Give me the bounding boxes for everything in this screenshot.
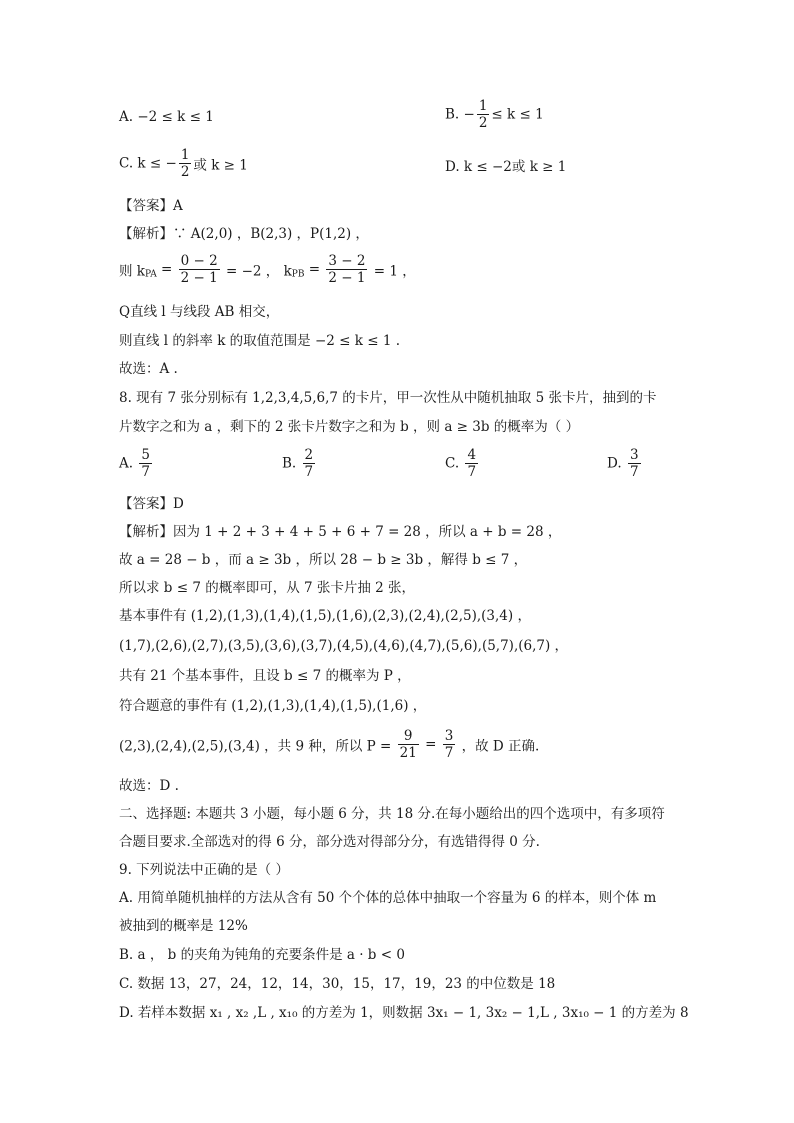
fraction-numerator: 3 <box>444 728 454 744</box>
q9-stem: 9. 下列说法中正确的是（ ） <box>119 862 289 878</box>
q7-analysis-line2 <box>119 253 416 286</box>
fraction-numerator: 5 <box>141 447 150 463</box>
text: = 1 ， <box>369 263 416 280</box>
q7-option-c-fraction <box>179 147 192 180</box>
text: = <box>420 736 441 753</box>
q8-option-d-fraction <box>628 447 641 480</box>
q7-option-c-suffix: 或 k ≥ 1 <box>193 157 248 174</box>
text: 则 k <box>119 263 145 280</box>
q7-option-b-fraction <box>477 98 490 131</box>
q8-analysis-line1: 【解析】因为 1 + 2 + 3 + 4 + 5 + 6 + 7 = 28 ，所以 a + b = 28 ， <box>119 524 562 540</box>
text: = <box>156 261 177 278</box>
section2-instructions-line1: 二、选择题: 本题共 3 小题，每小题 6 分，共 18 分.在每小题给出的四个选项中，有多项符 <box>119 806 665 822</box>
q7-fraction-2 <box>326 253 367 286</box>
q8-stem-line2: 片数字之和为 a ，剩下的 2 张卡片数字之和为 b ，则 a ≥ 3b 的概率为（ ） <box>119 419 580 435</box>
q8-option-d <box>607 447 643 480</box>
q7-conclusion: 故选：A . <box>119 361 178 377</box>
q8-option-a <box>119 447 154 480</box>
q7-option-b-suffix: ≤ k ≤ 1 <box>491 106 544 123</box>
q7-option-b-prefix: B. − <box>445 106 475 123</box>
q8-option-a-fraction <box>139 447 152 480</box>
option-label: D. <box>607 455 622 472</box>
q7-fraction-1 <box>179 253 220 286</box>
text: = −2 ， k <box>221 263 292 280</box>
q7-option-b <box>445 98 544 131</box>
subscript: PB <box>291 269 305 280</box>
q8-option-c <box>445 447 480 480</box>
q8-analysis-line6: 共有 21 个基本事件，且设 b ≤ 7 的概率为 P ， <box>119 668 411 684</box>
text: ，故 D 正确. <box>457 738 540 755</box>
fraction-denominator: 2 <box>180 164 190 180</box>
fraction-denominator: 7 <box>467 464 477 480</box>
fraction-denominator: 2 − 1 <box>328 270 366 286</box>
option-label: B. <box>282 455 297 472</box>
fraction-denominator: 2 <box>478 115 488 131</box>
q8-conclusion: 故选：D . <box>119 778 179 794</box>
q7-option-a: A. −2 ≤ k ≤ 1 <box>119 109 214 125</box>
q9-option-a-line2: 被抽到的概率是 12% <box>119 918 248 934</box>
section2-instructions-line2: 合题目要求.全部选对的得 6 分，部分选对得部分分，有选错得得 0 分. <box>119 834 540 850</box>
fraction-denominator: 7 <box>629 464 639 480</box>
fraction-numerator: 0 − 2 <box>180 253 218 269</box>
fraction-denominator: 2 − 1 <box>180 270 218 286</box>
fraction-numerator: 3 <box>629 447 639 463</box>
option-label: A. <box>119 455 134 472</box>
q8-fraction-1 <box>398 728 419 761</box>
q8-analysis-line7: 符合题意的事件有 (1,2),(1,3),(1,4),(1,5),(1,6) ， <box>119 698 427 714</box>
q7-option-c <box>119 147 248 180</box>
subscript: PA <box>144 269 157 280</box>
q7-analysis-line4: 则直线 l 的斜率 k 的取值范围是 −2 ≤ k ≤ 1 . <box>119 333 400 349</box>
q8-analysis-line5: (1,7),(2,6),(2,7),(3,5),(3,6),(3,7),(4,5),(4,6),(4,7),(5,6),(5,7),(6,7) ， <box>119 638 569 654</box>
fraction-numerator: 2 <box>304 447 314 463</box>
q9-option-c: C. 数据 13，27，24，12，14，30，15，17，19，23 的中位数是 18 <box>119 976 556 992</box>
q7-option-d: D. k ≤ −2或 k ≥ 1 <box>445 159 567 175</box>
q8-fraction-2 <box>443 728 456 761</box>
fraction-numerator: 4 <box>467 447 477 463</box>
q8-answer: 【答案】D <box>119 496 184 512</box>
q8-option-b <box>282 447 317 480</box>
q8-analysis-line8 <box>119 728 539 761</box>
fraction-denominator: 21 <box>399 745 417 761</box>
q7-analysis-line3: Q直线 l 与线段 AB 相交， <box>119 304 280 320</box>
fraction-denominator: 7 <box>304 464 314 480</box>
q8-analysis-line2: 故 a = 28 − b ，而 a ≥ 3b ，所以 28 − b ≥ 3b ，解得 b ≤ 7 ， <box>119 552 528 568</box>
fraction-numerator: 1 <box>478 98 488 114</box>
text: = <box>304 261 325 278</box>
option-label: C. <box>445 455 460 472</box>
fraction-denominator: 7 <box>141 464 150 480</box>
fraction-numerator: 1 <box>180 147 190 163</box>
fraction-numerator: 9 <box>398 728 419 745</box>
q7-answer: 【答案】A <box>119 198 183 214</box>
q8-option-b-fraction <box>303 447 316 480</box>
q8-analysis-line4: 基本事件有 (1,2),(1,3),(1,4),(1,5),(1,6),(2,3),(2,4),(2,5),(3,4) ， <box>119 608 531 624</box>
q9-option-b: B. a ， b 的夹角为钝角的充要条件是 a · b < 0 <box>119 947 405 963</box>
q9-option-a-line1: A. 用简单随机抽样的方法从含有 50 个个体的总体中抽取一个容量为 6 的样本，则个体 m <box>119 890 657 906</box>
fraction-numerator: 3 − 2 <box>328 253 366 269</box>
q7-analysis-line1: 【解析】∵ A(2,0) ，B(2,3) ，P(1,2) ， <box>119 226 369 242</box>
q8-option-c-fraction <box>465 447 478 480</box>
q7-option-c-prefix: C. k ≤ − <box>119 155 177 172</box>
text: (2,3),(2,4),(2,5),(3,4) ，共 9 种，所以 P = <box>119 738 396 755</box>
fraction-denominator: 7 <box>444 745 454 761</box>
q8-stem-line1: 8. 现有 7 张分别标有 1,2,3,4,5,6,7 的卡片，甲一次性从中随机抽取 5 张卡片，抽到的卡 <box>119 390 657 406</box>
q9-option-d: D. 若样本数据 x₁ , x₂ ,L , x₁₀ 的方差为 1，则数据 3x₁ − 1, 3x₂ − 1,L , 3x₁₀ − 1 的方差为 8 <box>119 1005 689 1021</box>
q8-analysis-line3: 所以求 b ≤ 7 的概率即可，从 7 张卡片抽 2 张， <box>119 580 416 596</box>
